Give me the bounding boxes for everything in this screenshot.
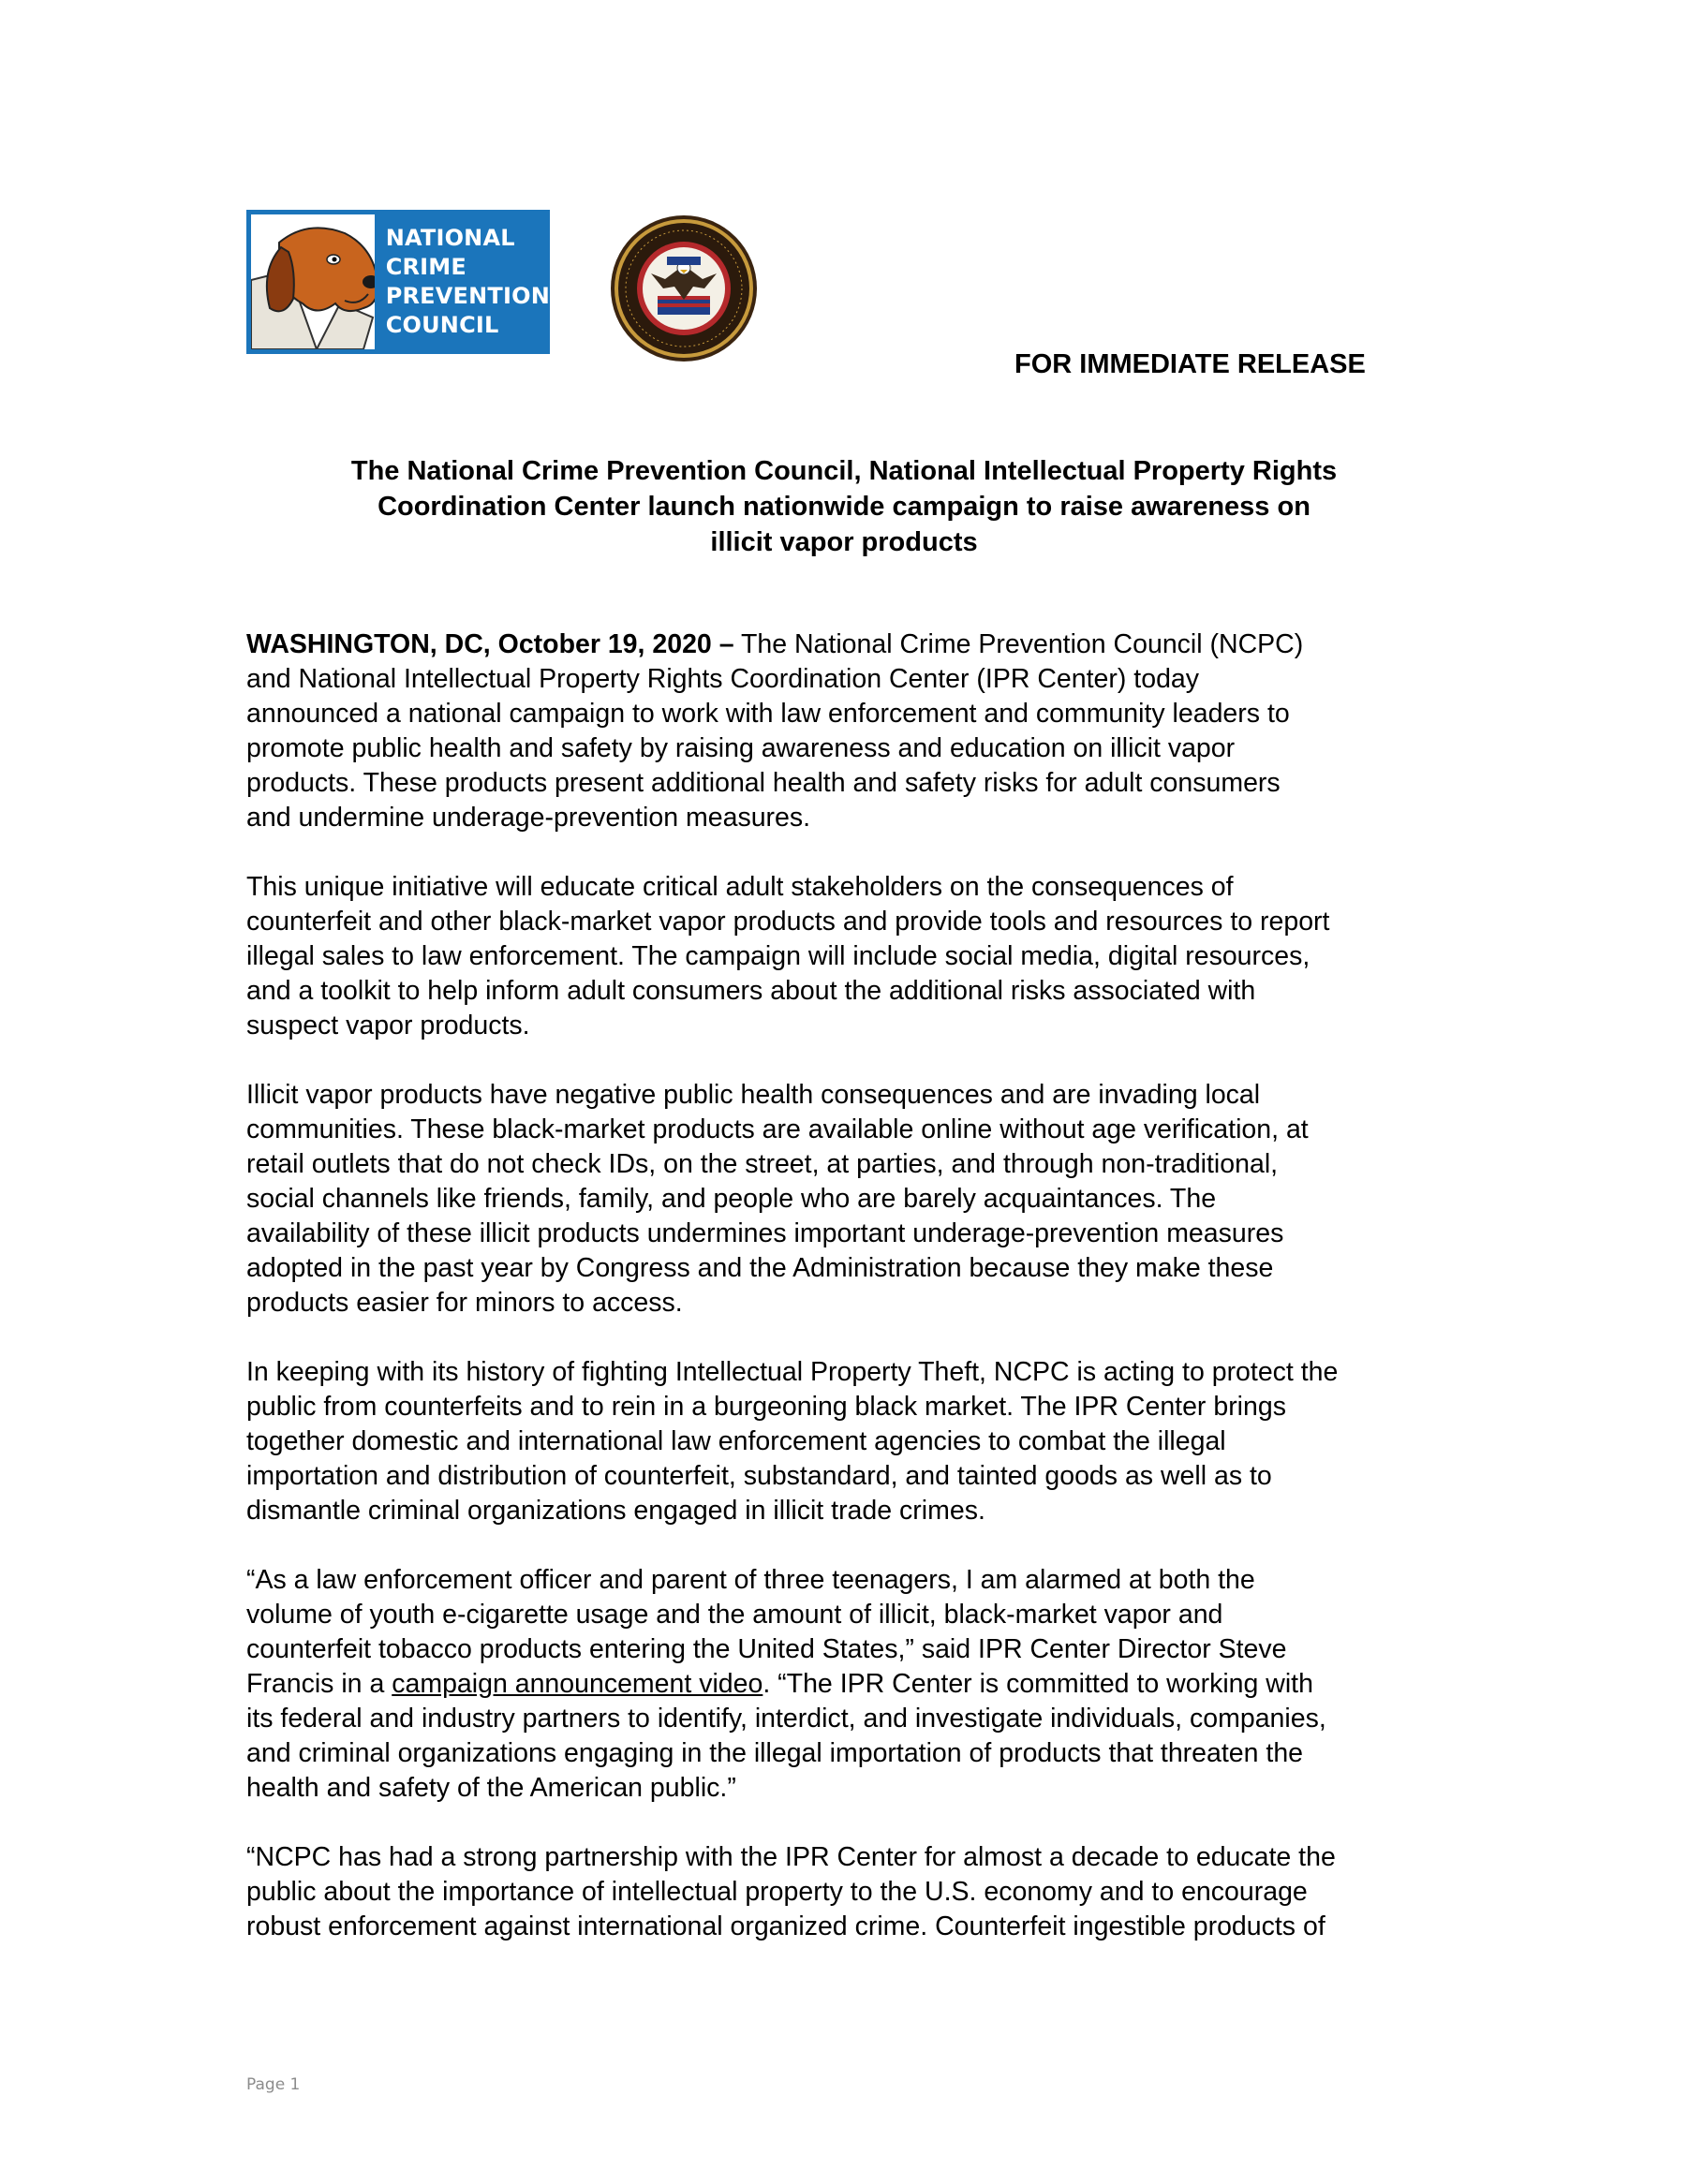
ncpc-logo-text: NATIONAL CRIME PREVENTION COUNCIL: [385, 225, 550, 338]
paragraph-5: “As a law enforcement officer and parent of three teenagers, I am alarmed at both the volume of youth e-cigarette usage and the amount of illicit, black-market vapor and counterfeit tobacco products entering the United States,” said IPR Center Director Steve Francis in a campaign announcement video. “The IPR Center is committed to working with its federal and industry partners to identify, interdict, and investigate individuals, companies, and criminal organizations engaging in the illegal importation of products that threaten the health and safety of the American public.”: [246, 1565, 1326, 1803]
headline-line: illicit vapor products: [710, 527, 978, 557]
mcgruff-dog-icon: [251, 214, 375, 349]
paragraph-4: In keeping with its history of fighting Intellectual Property Theft, NCPC is acting to protect the public from counterfeits and to rein in a burgeoning black market. The IPR Center brings together domestic and international law enforcement agencies to combat the illegal importation and distribution of counterfeit, substandard, and tainted goods as well as to dismantle criminal organizations engaged in illicit trade crimes.: [246, 1357, 1339, 1526]
campaign-video-link[interactable]: campaign announcement video: [392, 1669, 763, 1699]
paragraph-6: “NCPC has had a strong partnership with the IPR Center for almost a decade to educate the public about the importance of intellectual property to the U.S. economy and to encourage robust enforcement against international organized crime. Counterfeit ingestible products of: [246, 1842, 1336, 1941]
ncpc-logo: [246, 210, 550, 354]
release-label: FOR IMMEDIATE RELEASE: [1014, 349, 1366, 379]
headline: [246, 453, 1442, 560]
paragraph-2: This unique initiative will educate critical adult stakeholders on the consequences of counterfeit and other black-market vapor products and provide tools and resources to report illegal sales to law enforcement. The campaign will include social media, digital resources, and a toolkit to help inform adult consumers about the additional risks associated with suspect vapor products.: [246, 872, 1330, 1040]
headline-line: Coordination Center launch nationwide campaign to raise awareness on: [378, 492, 1310, 522]
page-number: Page 1: [246, 2075, 301, 2094]
headline-line: The National Crime Prevention Council, National Intellectual Property Rights: [350, 456, 1338, 486]
ipr-center-seal-icon: [609, 214, 759, 363]
paragraph-1: WASHINGTON, DC, October 19, 2020 – The National Crime Prevention Council (NCPC) and National Intellectual Property Rights Coordination Center (IPR Center) today announced a national campaign to work with law enforcement and community leaders to promote public health and safety by raising awareness and education on illicit vapor products. These products present additional health and safety risks for adult consumers and undermine underage-prevention measures.: [246, 629, 1304, 833]
paragraph-3: Illicit vapor products have negative public health consequences and are invading local communities. These black-market products are available online without age verification, at retail outlets that do not check IDs, on the street, at parties, and through non-traditional, social channels like friends, family, and people who are barely acquaintances. The availability of these illicit products undermines important underage-prevention measures adopted in the past year by Congress and the Administration because they make these products easier for minors to access.: [246, 1080, 1309, 1318]
press-release-body: [246, 627, 1492, 1979]
dateline: WASHINGTON, DC, October 19, 2020 –: [246, 629, 734, 659]
